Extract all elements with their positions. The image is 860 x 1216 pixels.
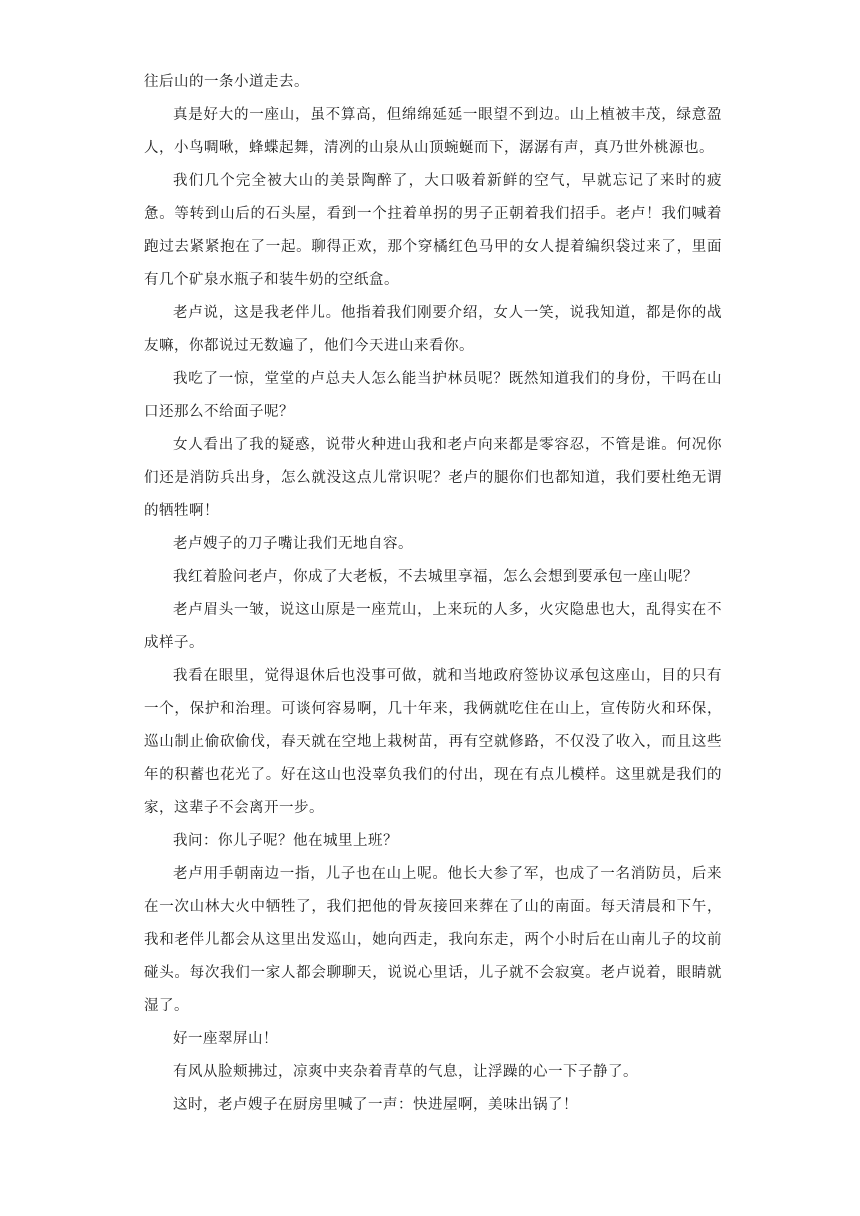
paragraph-introduce-wife: 老卢说，这是我老伴儿。他指着我们刚要介绍，女人一笑，说我知道，都是你的战友嘛，你都说过无数遍了，他们今天进山来看你。 [144, 305, 722, 354]
paragraph-contract-mountain: 我看在眼里，觉得退休后也没事可做，就和当地政府签协议承包这座山，目的只有一个，保护和治理。可谈何容易啊，几十年来，我俩就吃住在山上，宣传防火和环保，巡山制止偷砍偷伐，春天就在空地上栽树苗，再有空就修路，不仅没了收入，而且这些年的积蓄也花光了。好在这山也没辜负我们的付出，现在有点儿模样。这里就是我们的家，这辈子不会离开一步。 [144, 668, 722, 816]
paragraph-surprise: 我吃了一惊，堂堂的卢总夫人怎么能当护林员呢？既然知道我们的身份，干吗在山口还那么不给面子呢？ [144, 371, 722, 420]
paragraph-barren-mountain: 老卢眉头一皱，说这山原是一座荒山，上来玩的人多，火灾隐患也大，乱得实在不成样子。 [144, 602, 722, 651]
paragraph-ending: 这时，老卢嫂子在厨房里喊了一声：快进屋啊，美味出锅了！ [173, 1097, 578, 1113]
paragraph-son-story: 老卢用手朝南边一指，儿子也在山上呢。他长大参了军，也成了一名消防员，后来在一次山林大火中牺牲了，我们把他的骨灰接回来葬在了山的南面。每天清晨和下午，我和老伴儿都会从这里出发巡山，她向西走，我向东走，两个小时后在山南儿子的坟前碰头。每次我们一家人都会聊聊天，说说心里话，儿子就不会寂寞。老卢说着，眼睛就湿了。 [144, 866, 722, 1014]
article-body [144, 66, 722, 1122]
paragraph-ask-son: 我问：你儿子呢？他在城里上班？ [173, 833, 398, 849]
paragraph-exclamation: 好一座翠屏山！ [173, 1031, 278, 1047]
paragraph-continuation: 往后山的一条小道走去。 [144, 74, 309, 90]
paragraph-mountain-scenery: 真是好大的一座山，虽不算高，但绵绵延延一眼望不到边。山上植被丰茂，绿意盈人，小鸟啁啾，蜂蝶起舞，清冽的山泉从山顶蜿蜒而下，潺潺有声，真乃世外桃源也。 [144, 107, 722, 156]
paragraph-meeting-lao-lu: 我们几个完全被大山的美景陶醉了，大口吸着新鲜的空气，早就忘记了来时的疲惫。等转到山后的石头屋，看到一个拄着单拐的男子正朝着我们招手。老卢！我们喊着跑过去紧紧抱在了一起。聊得正欢，那个穿橘红色马甲的女人提着编织袋过来了，里面有几个矿泉水瓶子和装牛奶的空纸盒。 [144, 173, 722, 288]
paragraph-wife-explains: 女人看出了我的疑惑，说带火种进山我和老卢向来都是零容忍，不管是谁。何况你们还是消防兵出身，怎么就没这点儿常识呢？老卢的腿你们也都知道，我们要杜绝无谓的牺牲啊！ [144, 437, 722, 519]
paragraph-ashamed: 老卢嫂子的刀子嘴让我们无地自容。 [173, 536, 413, 552]
paragraph-breeze: 有风从脸颊拂过，凉爽中夹杂着青草的气息，让浮躁的心一下子静了。 [173, 1064, 638, 1080]
paragraph-question: 我红着脸问老卢，你成了大老板，不去城里享福，怎么会想到要承包一座山呢？ [173, 569, 698, 585]
